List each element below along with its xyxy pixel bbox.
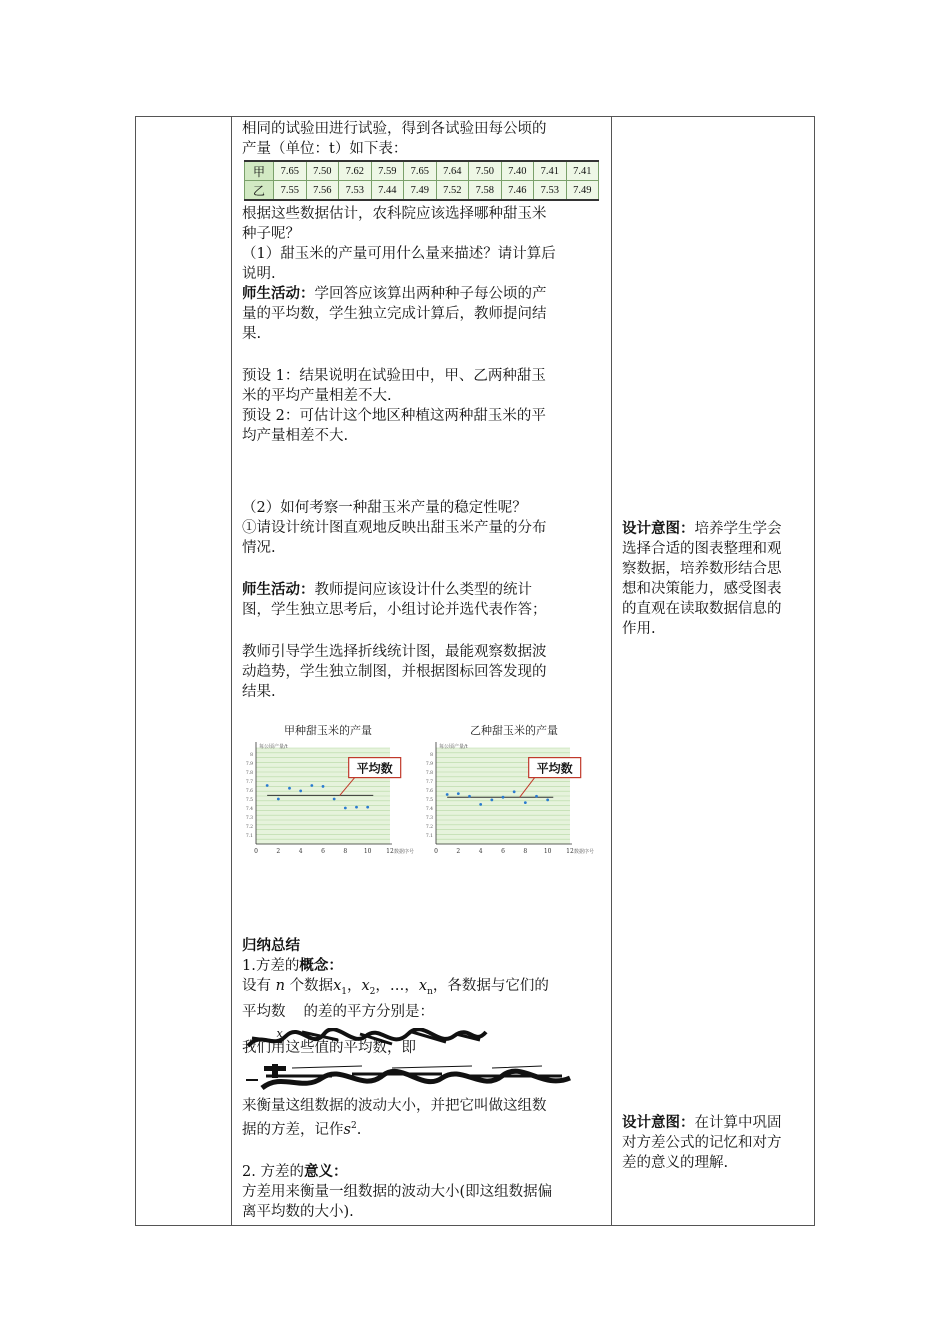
- question-line2: 种子呢？: [242, 226, 300, 242]
- x-tick-label: 10: [363, 848, 372, 855]
- meaning-line1: 方差用来衡量一组数据的波动大小(即这组数据偏: [242, 1183, 553, 1200]
- data-point: [502, 796, 505, 799]
- chart-yi-yield: [422, 722, 612, 862]
- activity2-label: 师生活动：: [242, 582, 315, 598]
- activity1-line1: [242, 284, 610, 304]
- table-cell: 7.52: [436, 181, 469, 201]
- side2-line2: 对方差公式的记忆和对方: [622, 1135, 782, 1151]
- table-cell: 7.46: [501, 181, 534, 201]
- lesson-table: [135, 116, 815, 1226]
- variance-sup: 2: [350, 1120, 357, 1131]
- def-dots: ，…，: [375, 978, 419, 994]
- data-point: [513, 790, 516, 793]
- y-tick-label: 7.1: [245, 834, 253, 839]
- data-point: [490, 799, 493, 802]
- definition-line2: [242, 1002, 610, 1040]
- y-tick-label: 7.7: [425, 780, 433, 785]
- question-line1: 根据这些数据估计，农科院应该选择哪种甜玉米: [242, 206, 547, 222]
- side2-line1: [622, 1113, 810, 1133]
- mean-callout-label: 平均数: [356, 761, 393, 776]
- line2-a: 平均数: [242, 1003, 286, 1020]
- x-axis-label: 数据序号: [574, 849, 595, 855]
- data-point: [535, 795, 538, 798]
- summary-heading: 归纳总结: [242, 938, 300, 954]
- data-point: [457, 792, 460, 795]
- x-tick-label: 0: [254, 848, 258, 855]
- def-n: n: [275, 978, 285, 994]
- def-b: 个数据: [289, 978, 334, 994]
- side2-text: 在计算中巩固: [694, 1115, 782, 1131]
- chart-title: 甲种甜玉米的产量: [284, 724, 372, 737]
- def-xn: x: [418, 978, 428, 994]
- data-point: [299, 790, 302, 793]
- x-tick-label: 0: [434, 848, 438, 855]
- y-tick-label: 7.7: [245, 780, 253, 785]
- data-point: [344, 807, 347, 810]
- side2-label: 设计意图：: [622, 1115, 695, 1131]
- x-tick-label: 8: [523, 848, 528, 855]
- data-point: [322, 785, 325, 788]
- side1-line2: 选择合适的图表整理和观: [622, 541, 782, 557]
- chart-title: 乙种甜玉米的产量: [470, 724, 558, 737]
- table-row: [245, 181, 599, 201]
- y-tick-label: 7.3: [425, 816, 433, 821]
- xbar-symbol: x: [276, 1026, 283, 1040]
- table-cell: 7.49: [566, 181, 599, 201]
- side1-label: 设计意图：: [622, 521, 695, 537]
- activity2-text: 教师提问应该设计什么类型的统计: [314, 582, 532, 598]
- formula-variance: [242, 1062, 610, 1096]
- q1-line2: 说明.: [242, 266, 276, 282]
- x-tick-label: 8: [343, 848, 348, 855]
- data-point: [546, 799, 549, 802]
- def-s1: 1: [341, 986, 347, 997]
- formula-deviation-squares: [242, 1022, 610, 1062]
- table-cell: 7.50: [469, 161, 502, 181]
- y-tick-label: 7.9: [245, 762, 253, 767]
- variance-symbol: s: [343, 1121, 351, 1138]
- activity1-label: 师生活动：: [242, 286, 315, 302]
- q2-line1: （2）如何考察一种甜玉米产量的稳定性呢？: [242, 500, 527, 516]
- activity2-line1: [242, 580, 610, 600]
- mean-callout-label: 平均数: [536, 761, 573, 776]
- data-point: [355, 806, 358, 809]
- x-tick-label: 10: [543, 848, 552, 855]
- table-row: [245, 161, 599, 181]
- guide-line2: 动趋势，学生独立制图，并根据图标回答发现的: [242, 664, 547, 680]
- q1-line1: （1）甜玉米的产量可用什么量来描述？请计算后: [242, 246, 556, 262]
- x-tick-label: 6: [321, 848, 325, 855]
- x-tick-label: 4: [298, 848, 303, 855]
- y-tick-label: 7.8: [425, 771, 433, 776]
- table-cell: 7.53: [534, 181, 567, 201]
- meaning-line2: 离平均数的大小).: [242, 1203, 354, 1220]
- column-divider-2: [611, 117, 612, 1225]
- preset1-line2: 米的平均产量相差不大.: [242, 388, 392, 404]
- chart-jia-yield: [242, 722, 422, 862]
- x-tick-label: 2: [456, 848, 461, 855]
- y-tick-label: 7.8: [245, 771, 253, 776]
- def-x2: x: [361, 978, 370, 994]
- preset1-line1: 预设 1：结果说明在试验田中，甲、乙两种甜玉: [242, 368, 546, 384]
- definition-line1: 设有 n 个数据$x_1$，$x_2$，…，$x_n$，各数据与它们的: [242, 978, 549, 997]
- line2-b: 的差的平方分别是：: [303, 1003, 434, 1020]
- y-axis-label: 每公顷产量/t: [439, 744, 468, 750]
- design-intent-2: [622, 1113, 810, 1173]
- guide-line3: 结果.: [242, 684, 276, 700]
- preset2-line2: 均产量相差不大.: [242, 428, 349, 444]
- data-point: [479, 803, 482, 806]
- activity1-text: 学回答应该算出两种种子每公顷的产: [314, 286, 547, 302]
- table-cell: 7.44: [371, 181, 404, 201]
- q2-line3: 情况.: [242, 540, 276, 556]
- side2-line3: 差的意义的理解.: [622, 1155, 729, 1171]
- side1-text: 培养学生学会: [694, 521, 782, 537]
- data-point: [524, 801, 527, 804]
- x-tick-label: 6: [501, 848, 505, 855]
- concept-word: 概念：: [299, 958, 343, 974]
- meaning-word: 意义：: [303, 1163, 348, 1180]
- def-a: 设有: [242, 978, 271, 994]
- concept-line: [242, 956, 610, 976]
- y-tick-label: 7.6: [245, 789, 253, 794]
- data-point: [333, 798, 336, 801]
- guide-line1: 教师引导学生选择折线统计图，最能观察数据波: [242, 644, 547, 660]
- table-cell: 7.64: [436, 161, 469, 181]
- table-cell: 7.50: [306, 161, 339, 181]
- side1-line6: 作用.: [622, 621, 656, 637]
- y-axis-label: 每公顷产量/t: [259, 744, 288, 750]
- activity1-line2: 量的平均数，学生独立完成计算后，教师提问结: [242, 306, 547, 322]
- data-point: [468, 795, 471, 798]
- line5-a: 据的方差，记作: [242, 1121, 344, 1138]
- intro-line1: 相同的试验田进行试验，得到各试验田每公顷的: [242, 121, 547, 137]
- y-tick-label: 7.4: [245, 807, 253, 812]
- variance-line1: 来衡量这组数据的波动大小，并把它叫做这组数: [242, 1097, 547, 1114]
- intro-line2: 产量（单位：t）如下表：: [242, 141, 408, 157]
- x-axis-label: 数据序号: [394, 849, 415, 855]
- def-c: ，各数据与它们的: [432, 978, 549, 994]
- y-tick-label: 7.2: [245, 825, 253, 830]
- x-tick-label: 12: [566, 848, 574, 855]
- data-point: [310, 784, 313, 787]
- y-tick-label: 7.4: [425, 807, 433, 812]
- formula-mean-line: 我们用这些值的平均数，即: [242, 1039, 416, 1056]
- meaning-heading: [242, 1162, 610, 1182]
- x-tick-label: 4: [478, 848, 483, 855]
- table-cell: 7.56: [306, 181, 339, 201]
- table-cell: 7.55: [274, 181, 307, 201]
- row-label: 乙: [245, 181, 274, 201]
- y-tick-label: 7.5: [425, 798, 433, 803]
- variance-line2: [242, 1116, 610, 1140]
- q2-line2: ①请设计统计图直观地反映出甜玉米产量的分布: [242, 520, 547, 536]
- data-point: [277, 798, 280, 801]
- table-cell: 7.58: [469, 181, 502, 201]
- yield-table: [244, 160, 599, 201]
- y-tick-label: 7.9: [425, 762, 433, 767]
- side1-line3: 察数据，培养数形结合思: [622, 561, 782, 577]
- y-tick-label: 8: [250, 753, 253, 758]
- y-tick-label: 8: [430, 753, 433, 758]
- def-s2: 2: [369, 986, 376, 997]
- variance-formula-image: [242, 1062, 582, 1096]
- activity1-line3: 果.: [242, 326, 262, 342]
- table-cell: 7.65: [274, 161, 307, 181]
- data-point: [446, 793, 449, 796]
- data-point: [288, 787, 291, 790]
- data-point: [366, 806, 369, 809]
- design-intent-1: [622, 519, 810, 639]
- def-sn: n: [427, 986, 433, 997]
- table-cell: 7.62: [339, 161, 372, 181]
- main-column: [242, 117, 610, 1222]
- y-tick-label: 7.5: [245, 798, 253, 803]
- y-tick-label: 7.1: [425, 834, 433, 839]
- row-label: 甲: [245, 161, 274, 181]
- x-tick-label: 12: [386, 848, 394, 855]
- side1-line5: 的直观在读取数据信息的: [622, 601, 782, 617]
- side1-line1: [622, 519, 810, 539]
- line5-b: .: [356, 1121, 362, 1138]
- table-cell: 7.49: [404, 181, 437, 201]
- meaning-prefix: 2. 方差的: [242, 1163, 304, 1180]
- table-cell: 7.41: [534, 161, 567, 181]
- column-divider-1: [231, 117, 232, 1225]
- y-tick-label: 7.2: [425, 825, 433, 830]
- y-tick-label: 7.3: [245, 816, 253, 821]
- preset2-line1: 预设 2：可估计这个地区种植这两种甜玉米的平: [242, 408, 546, 424]
- y-tick-label: 7.6: [425, 789, 433, 794]
- def-x1: x: [333, 978, 342, 994]
- data-point: [266, 784, 269, 787]
- table-cell: 7.41: [566, 161, 599, 181]
- table-cell: 7.65: [404, 161, 437, 181]
- side1-line4: 想和决策能力，感受图表: [622, 581, 782, 597]
- x-tick-label: 2: [276, 848, 281, 855]
- table-cell: 7.53: [339, 181, 372, 201]
- concept-prefix: 1.方差的: [242, 958, 300, 974]
- activity2-line2: 图，学生独立思考后，小组讨论并选代表作答；: [242, 602, 547, 618]
- charts-area: [242, 722, 610, 862]
- table-cell: 7.40: [501, 161, 534, 181]
- table-cell: 7.59: [371, 161, 404, 181]
